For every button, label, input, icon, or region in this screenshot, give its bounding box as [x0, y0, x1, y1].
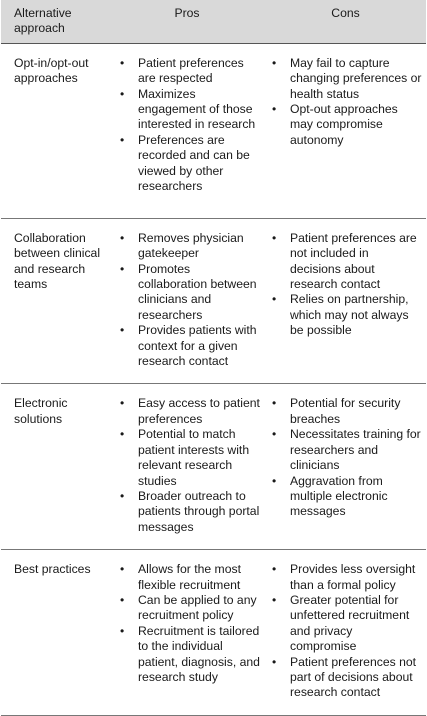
- cons-item: • May fail to capture changing preferences or health status: [270, 56, 422, 102]
- approaches-table-container: [1, 0, 426, 700]
- pros-item: • Maximizes engagement of those interested in research: [118, 87, 261, 133]
- table-row: [1, 550, 426, 716]
- pros-item: • Easy access to patient preferences: [118, 396, 261, 427]
- cons-item: • Necessitates training for researchers and clinicians: [270, 427, 422, 473]
- cons-item: • Patient preferences not part of decisions about research contact: [270, 655, 422, 701]
- cons-item: • Provides less oversight than a formal policy: [270, 562, 422, 593]
- cons-item: • Greater potential for unfettered recruitment and privacy compromise: [270, 593, 422, 655]
- pros-item: • Potential to match patient interests with relevant research studies: [118, 427, 261, 489]
- pros-item: • Provides patients with context for a given research contact: [118, 323, 261, 369]
- pros-item: • Removes physician gatekeeper: [118, 231, 261, 262]
- approaches-table: [1, 0, 426, 716]
- pros-item: • Allows for the most flexible recruitment: [118, 562, 261, 593]
- pros-item: • Can be applied to any recruitment policy: [118, 593, 261, 624]
- pros-cell: [109, 43, 265, 218]
- header-pros: Pros: [109, 0, 265, 43]
- approach-label: Electronic solutions: [14, 396, 68, 426]
- cons-list: [270, 396, 422, 519]
- cons-list: [270, 231, 422, 339]
- header-alternative-approach: Alternative approach: [1, 0, 109, 43]
- approach-label: Best practices: [14, 562, 91, 577]
- pros-item: • Patient preferences are respected: [118, 56, 261, 87]
- cons-list: [270, 562, 422, 701]
- cons-item: • Opt-out approaches may compromise autonomy: [270, 102, 422, 148]
- cons-cell: [265, 218, 426, 384]
- cons-item: • Potential for security breaches: [270, 396, 422, 427]
- cons-item: • Relies on partnership, which may not always be possible: [270, 292, 422, 338]
- cons-cell: [265, 43, 426, 218]
- header-row: [1, 0, 426, 43]
- pros-cell: [109, 384, 265, 550]
- cons-cell: [265, 550, 426, 716]
- cons-list: [270, 56, 422, 148]
- table-header: [1, 0, 426, 43]
- cons-item: • Aggravation from multiple electronic messages: [270, 474, 422, 520]
- pros-cell: [109, 550, 265, 716]
- table-row: [1, 384, 426, 550]
- pros-item: • Promotes collaboration between clinicians and researchers: [118, 262, 261, 324]
- pros-list: [118, 562, 261, 685]
- pros-item: • Broader outreach to patients through portal messages: [118, 489, 261, 535]
- pros-list: [118, 231, 261, 370]
- table-row: [1, 218, 426, 384]
- cons-item: • Patient preferences are not included in decisions about research contact: [270, 231, 422, 293]
- pros-item: • Preferences are recorded and can be viewed by other researchers: [118, 133, 261, 195]
- cons-cell: [265, 384, 426, 550]
- pros-list: [118, 56, 261, 195]
- pros-cell: [109, 218, 265, 384]
- table-row: [1, 43, 426, 218]
- approach-label: Opt-in/opt-out approaches: [14, 55, 89, 86]
- approach-label: Collaboration between clinical and research teams: [14, 230, 101, 292]
- pros-item: • Recruitment is tailored to the individual patient, diagnosis, and research study: [118, 624, 261, 686]
- table-body: [1, 43, 426, 715]
- header-cons: Cons: [265, 0, 426, 43]
- pros-list: [118, 396, 261, 535]
